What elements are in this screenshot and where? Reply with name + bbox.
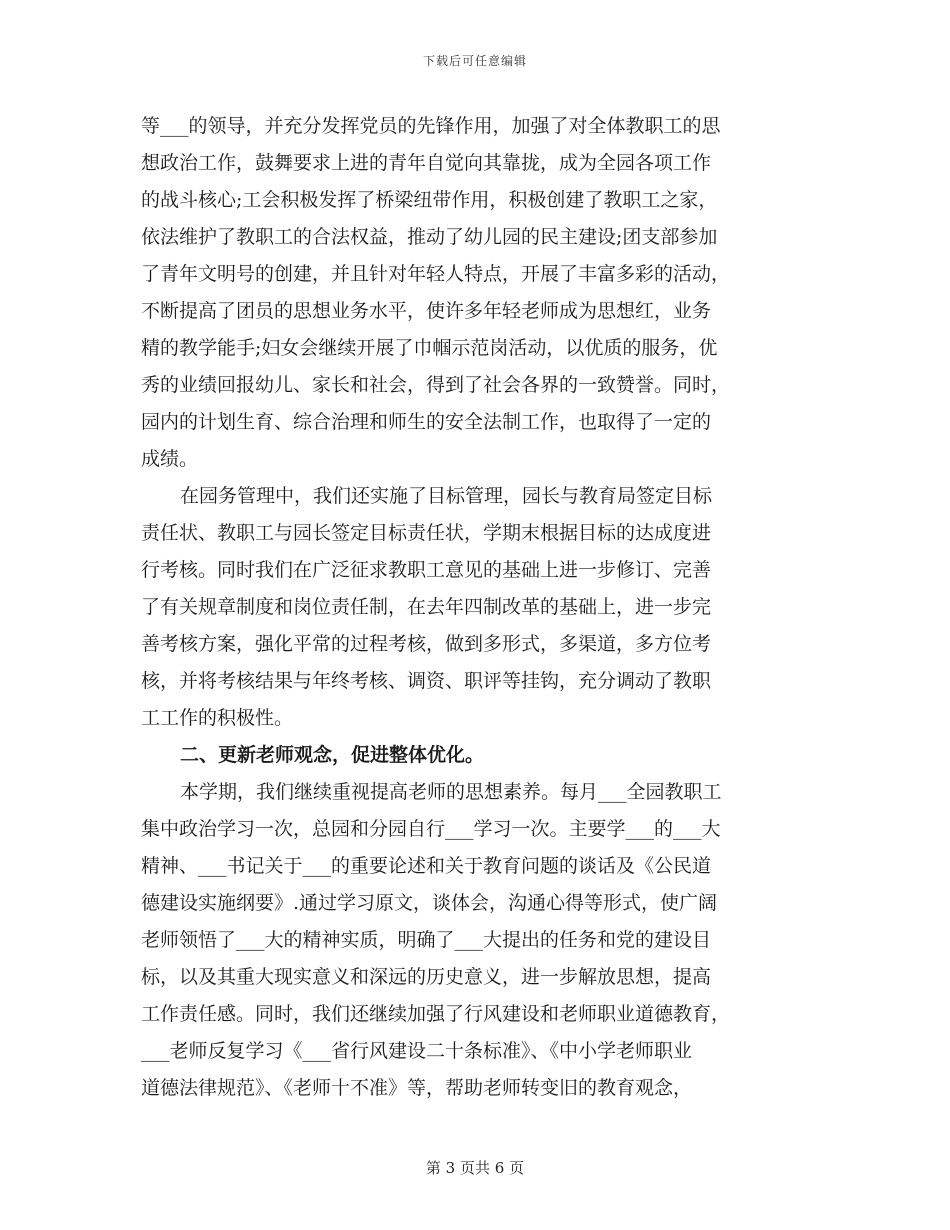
- text-line: 了有关规章制度和岗位责任制，在去年四制改革的基础上，进一步完: [141, 596, 712, 618]
- text-line: 的战斗核心;工会积极发挥了桥梁纽带作用，积极创建了教职工之家，: [141, 189, 718, 211]
- text-line: 集中政治学习一次，总园和分园自行___学习一次。主要学___的___大: [141, 818, 721, 840]
- text-line: 老师领悟了___大的精神实质，明确了___大提出的任务和党的建设目: [141, 929, 712, 951]
- page-number: 第 3 页共 6 页: [425, 1159, 525, 1177]
- text-line: 责任状、教职工与园长签定目标责任状，学期末根据目标的达成度进: [141, 522, 712, 544]
- text-line: 秀的业绩回报幼儿、家长和社会，得到了社会各界的一致赞誉。同时，: [141, 374, 731, 396]
- text-line: 德建设实施纲要》.通过学习原文，谈体会，沟通心得等形式，使广阔: [141, 892, 718, 914]
- text-line: 了青年文明号的创建，并且针对年轻人特点，开展了丰富多彩的活动，: [141, 263, 731, 285]
- section-heading: 二、更新老师观念，促进整体优化。: [180, 744, 485, 766]
- text-line: 不断提高了团员的思想业务水平，使许多年轻老师成为思想红，业务: [141, 300, 712, 322]
- text-line: 想政治工作，鼓舞要求上进的青年自觉向其靠拢，成为全园各项工作: [141, 152, 712, 174]
- text-line: 园内的计划生育、综合治理和师生的安全法制工作，也取得了一定的: [141, 411, 712, 433]
- document-body: [141, 108, 807, 1107]
- text-line: 成绩。: [141, 448, 199, 470]
- text-line: 行考核。同时我们在广泛征求教职工意见的基础上进一步修订、完善: [141, 559, 712, 581]
- text-line: ___老师反复学习《___省行风建设二十条标准》、《中小学老师职业: [141, 1040, 693, 1062]
- text-line: 善考核方案，强化平常的过程考核，做到多形式，多渠道，多方位考: [141, 633, 712, 655]
- text-line: 标，以及其重大现实意义和深远的历史意义，进一步解放思想，提高: [141, 966, 712, 988]
- text-line: 道德法律规范》、《老师十不准》等，帮助老师转变旧的教育观念，: [141, 1077, 693, 1099]
- page-header: 下载后可任意编辑: [422, 54, 527, 68]
- text-line: 依法维护了教职工的合法权益，推动了幼儿园的民主建设;团支部参加: [141, 226, 718, 248]
- text-line: 工作责任感。同时，我们还继续加强了行风建设和老师职业道德教育，: [141, 1003, 731, 1025]
- text-line: 核，并将考核结果与年终考核、调资、职评等挂钩，充分调动了教职: [141, 670, 712, 692]
- paragraph-start-line: 在园务管理中，我们还实施了目标管理，园长与教育局签定目标: [180, 485, 713, 507]
- paragraph-start-line: 本学期，我们继续重视提高老师的思想素养。每月___全园教职工: [180, 781, 722, 803]
- text-line: 精的教学能手;妇女会继续开展了巾帼示范岗活动，以优质的服务，优: [141, 337, 718, 359]
- text-line: 等___的领导，并充分发挥党员的先锋作用，加强了对全体教职工的思: [141, 115, 721, 137]
- text-line: 精神、___书记关于___的重要论述和关于教育问题的谈话及《公民道: [141, 855, 712, 877]
- text-line: 工工作的积极性。: [141, 707, 294, 729]
